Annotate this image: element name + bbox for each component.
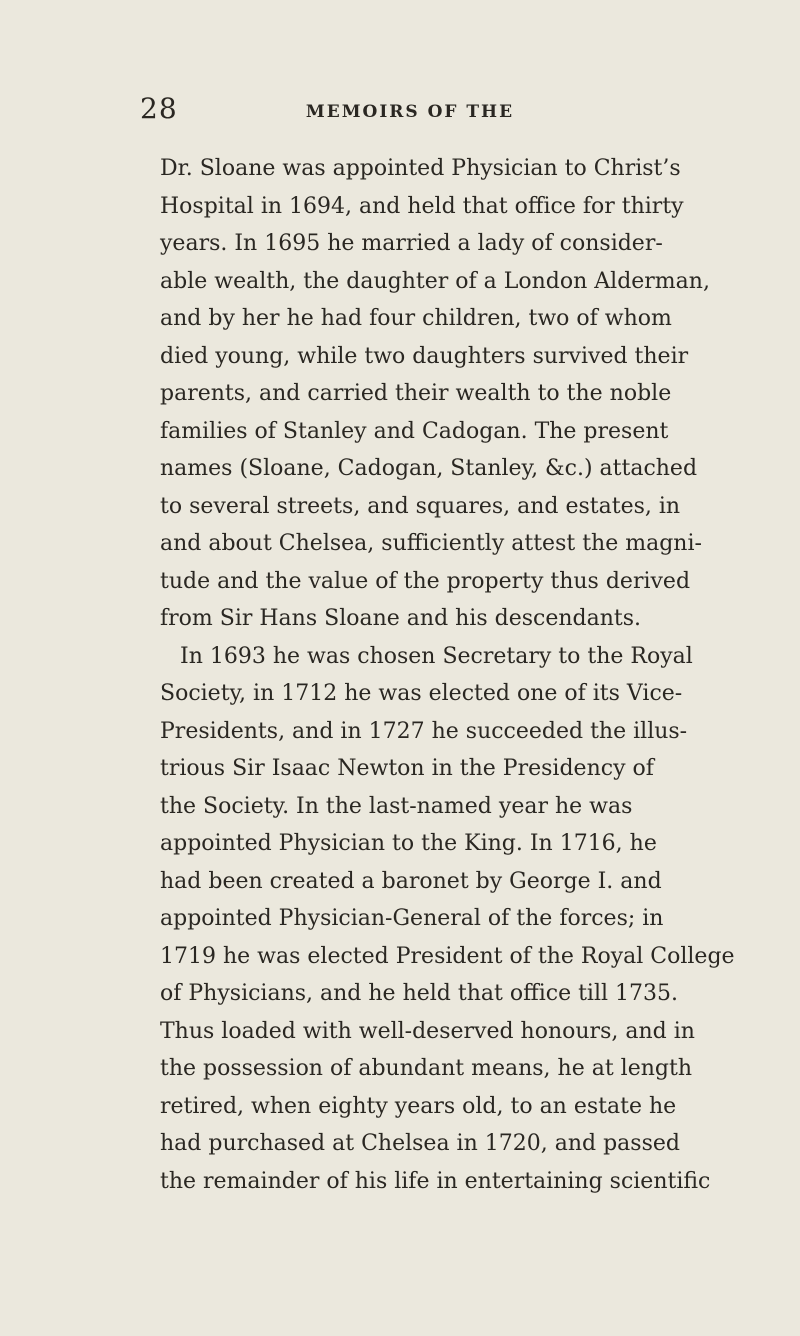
text-line: appointed Physician-General of the forces; in xyxy=(160,906,664,931)
text-line: Thus loaded with well-deserved honours, and in xyxy=(160,1018,695,1044)
text-line: names (Sloane, Cadogan, Stanley, &c.) attached xyxy=(160,456,698,481)
text-line: Society, in 1712 he was elected one of its Vice- xyxy=(160,681,683,706)
paragraph-start-line: In 1693 he was chosen Secretary to the Royal xyxy=(180,643,693,669)
text-line: appointed Physician to the King. In 1716, he xyxy=(160,831,657,856)
text-line: 1719 he was elected President of the Royal College xyxy=(160,943,735,969)
text-line: and by her he had four children, two of whom xyxy=(160,306,672,331)
text-line: able wealth, the daughter of a London Alderman, xyxy=(160,268,710,294)
text-line: had been created a baronet by George I. and xyxy=(160,868,662,894)
text-line: Presidents, and in 1727 he succeeded the illus- xyxy=(160,718,688,744)
page-number: 28 xyxy=(140,92,178,125)
text-line: trious Sir Isaac Newton in the Presidency of xyxy=(160,756,654,781)
text-line: of Physicians, and he held that office till 1735. xyxy=(160,981,678,1006)
text-line: the possession of abundant means, he at length xyxy=(160,1056,692,1081)
text-line: years. In 1695 he married a lady of consider- xyxy=(160,231,663,256)
text-line: the Society. In the last-named year he was xyxy=(160,793,633,819)
text-line: the remainder of his life in entertaining scientific xyxy=(160,1168,711,1194)
text-line: Dr. Sloane was appointed Physician to Christ’s xyxy=(160,156,681,181)
text-line: and about Chelsea, sufficiently attest the magni- xyxy=(160,531,702,556)
text-line: had purchased at Chelsea in 1720, and passed xyxy=(160,1131,680,1156)
text-line: from Sir Hans Sloane and his descendants. xyxy=(160,606,642,631)
text-line: families of Stanley and Cadogan. The present xyxy=(160,418,669,444)
body-text xyxy=(160,150,735,1200)
text-line: tude and the value of the property thus derived xyxy=(160,568,691,594)
text-line: parents, and carried their wealth to the noble xyxy=(160,381,672,406)
running-head: MEMOIRS OF THE xyxy=(305,102,515,122)
text-line: to several streets, and squares, and estates, in xyxy=(160,493,681,519)
text-line: Hospital in 1694, and held that office for thirty xyxy=(160,193,684,219)
text-line: died young, while two daughters survived their xyxy=(160,343,689,369)
text-line: retired, when eighty years old, to an estate he xyxy=(160,1093,677,1119)
